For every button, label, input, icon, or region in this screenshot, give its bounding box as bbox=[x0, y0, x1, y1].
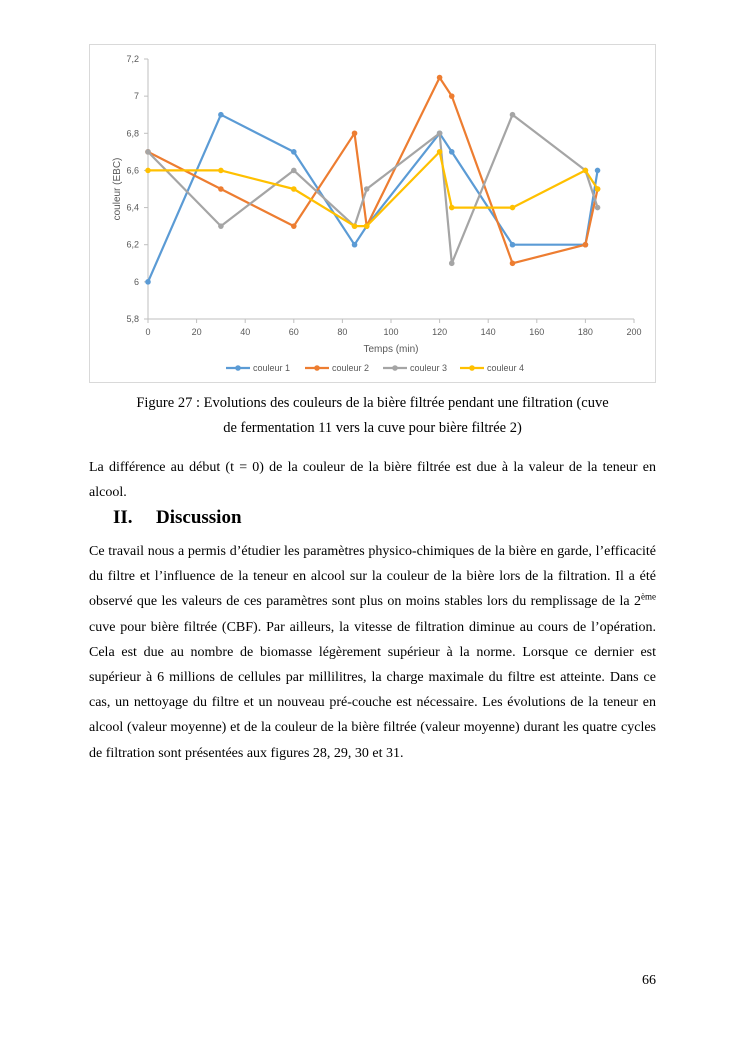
data-point-series-2 bbox=[291, 223, 297, 229]
legend-marker-2 bbox=[314, 365, 320, 371]
data-point-series-1 bbox=[510, 242, 516, 248]
data-point-series-4 bbox=[437, 149, 443, 155]
caption-line-2: de fermentation 11 vers la cuve pour bière filtrée 2) bbox=[223, 420, 522, 436]
legend-marker-1 bbox=[235, 365, 241, 371]
data-point-series-1 bbox=[449, 149, 455, 155]
data-point-series-1 bbox=[145, 279, 151, 285]
data-point-series-4 bbox=[145, 168, 151, 174]
legend-label-3: couleur 3 bbox=[410, 363, 448, 373]
legend-label-4: couleur 4 bbox=[487, 363, 525, 373]
y-tick-label: 6 bbox=[133, 276, 139, 287]
legend-label-2: couleur 2 bbox=[332, 363, 370, 373]
chart-figure-27 bbox=[89, 44, 656, 383]
superscript-eme: ème bbox=[641, 591, 656, 602]
x-tick-label: 120 bbox=[432, 327, 448, 337]
data-point-series-2 bbox=[437, 75, 443, 81]
line-chart bbox=[90, 45, 657, 384]
data-point-series-4 bbox=[364, 223, 370, 229]
section-heading bbox=[113, 507, 242, 529]
paragraph-discussion bbox=[89, 539, 656, 766]
data-point-series-3 bbox=[145, 149, 151, 155]
data-point-series-3 bbox=[291, 168, 297, 174]
caption-line-1: Figure 27 : Evolutions des couleurs de la bière filtrée pendant une filtration (cuve bbox=[136, 395, 609, 411]
data-point-series-4 bbox=[510, 205, 516, 211]
data-point-series-4 bbox=[449, 205, 455, 211]
y-tick-label: 6,6 bbox=[126, 165, 139, 176]
y-tick-label: 7 bbox=[133, 91, 139, 102]
x-axis-title: Temps (min) bbox=[363, 344, 419, 355]
y-tick-label: 7,2 bbox=[126, 54, 139, 64]
x-tick-label: 0 bbox=[145, 327, 151, 337]
data-point-series-3 bbox=[510, 112, 516, 118]
y-tick-label: 5,8 bbox=[126, 314, 139, 324]
data-point-series-2 bbox=[218, 186, 224, 192]
x-tick-label: 140 bbox=[480, 327, 496, 337]
data-point-series-3 bbox=[595, 205, 601, 211]
data-point-series-2 bbox=[510, 260, 516, 266]
data-point-series-1 bbox=[352, 242, 358, 248]
y-axis-title: couleur (EBC) bbox=[112, 157, 123, 221]
paragraph-discussion-part2: cuve pour bière filtrée (CBF). Par ailleurs, la vitesse de filtration diminue au cours de l’opération. Cela est due au nombre de biomasse légèrement supérieur à la norme. Lorsque ce dernier est supérieur à 6 millions de cellules par millilitres, la charge maximale du filtre est atteinte. Dans ce cas, un nettoyage du filtre et un nouveau pré-couche est nécessaire. Les évolutions de la teneur en alcool (valeur moyenne) et de la couleur de la bière filtrée (valeur moyenne) durant les quatre cycles de filtration sont présentées aux figures 28, 29, 30 et 31. bbox=[89, 619, 656, 761]
data-point-series-4 bbox=[583, 168, 589, 174]
data-point-series-4 bbox=[218, 168, 224, 174]
x-tick-label: 80 bbox=[337, 327, 348, 337]
y-tick-label: 6,8 bbox=[126, 128, 139, 139]
section-number: II. bbox=[113, 507, 133, 528]
data-point-series-4 bbox=[352, 223, 358, 229]
paragraph-intro: La différence au début (t = 0) de la couleur de la bière filtrée est due à la valeur de la teneur en alcool. bbox=[89, 460, 656, 500]
data-point-series-1 bbox=[595, 168, 601, 174]
x-tick-label: 40 bbox=[240, 327, 251, 337]
data-point-series-2 bbox=[449, 93, 455, 99]
data-point-series-1 bbox=[291, 149, 297, 155]
data-point-series-3 bbox=[364, 186, 370, 192]
x-tick-label: 160 bbox=[529, 327, 545, 337]
legend-label-1: couleur 1 bbox=[253, 363, 291, 373]
legend-marker-3 bbox=[392, 365, 398, 371]
data-point-series-3 bbox=[218, 223, 224, 229]
series-line-3 bbox=[148, 115, 598, 264]
data-point-series-3 bbox=[449, 260, 455, 266]
section-title: Discussion bbox=[156, 507, 242, 528]
figure-caption bbox=[89, 391, 656, 441]
data-point-series-4 bbox=[291, 186, 297, 192]
page-number: 66 bbox=[642, 973, 656, 988]
y-tick-label: 6,4 bbox=[126, 202, 139, 213]
legend-marker-4 bbox=[469, 365, 475, 371]
data-point-series-1 bbox=[218, 112, 224, 118]
x-tick-label: 20 bbox=[191, 327, 202, 337]
paragraph-discussion-part1: Ce travail nous a permis d’étudier les paramètres physico-chimiques de la bière en garde, l’efficacité du filtre et l’influence de la teneur en alcool sur la couleur de la bière lors de la filtration. Il a été observé que les valeurs de ces paramètres sont plus on moins stables lors du remplissage de la 2 bbox=[89, 544, 656, 610]
data-point-series-4 bbox=[595, 186, 601, 192]
data-point-series-3 bbox=[437, 130, 443, 136]
x-tick-label: 200 bbox=[626, 327, 642, 337]
x-tick-label: 180 bbox=[577, 327, 593, 337]
x-tick-label: 100 bbox=[383, 327, 399, 337]
y-tick-label: 6,2 bbox=[126, 239, 139, 250]
data-point-series-2 bbox=[352, 130, 358, 136]
data-point-series-2 bbox=[583, 242, 589, 248]
x-tick-label: 60 bbox=[288, 327, 299, 337]
